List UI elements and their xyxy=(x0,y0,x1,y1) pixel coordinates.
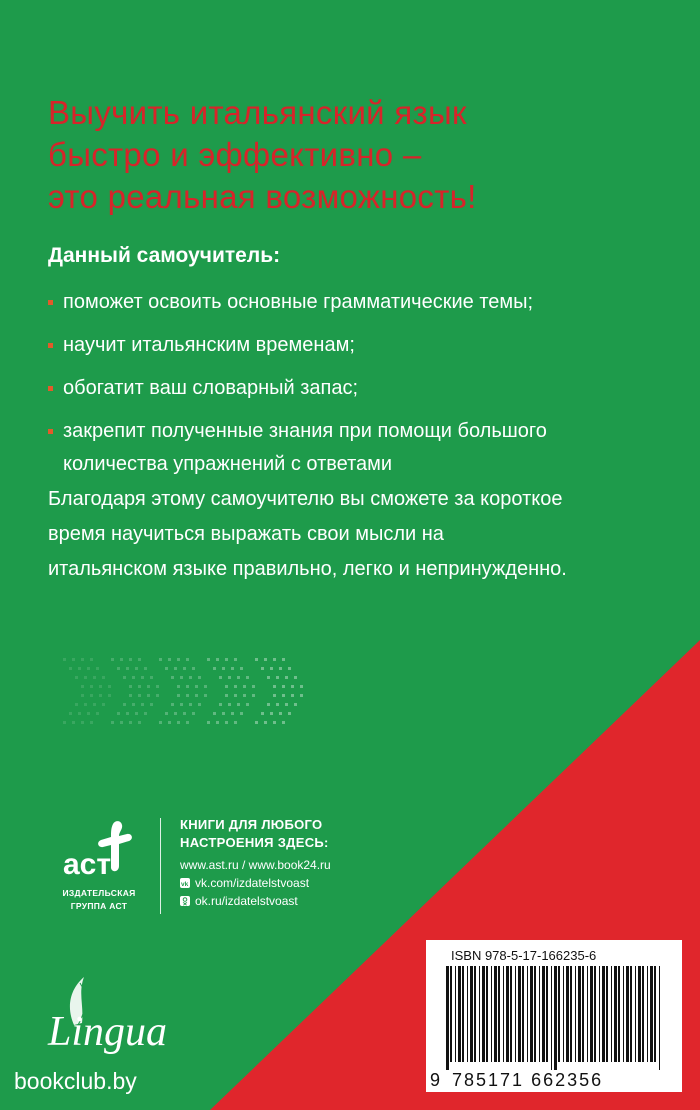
pattern-dot xyxy=(276,703,279,706)
pattern-dot xyxy=(120,658,123,661)
barcode-bar xyxy=(498,966,500,1062)
feature-item xyxy=(48,329,648,362)
bullet-icon xyxy=(48,343,53,348)
pattern-dot xyxy=(270,712,273,715)
feature-item xyxy=(48,372,648,405)
barcode-bar xyxy=(503,966,504,1062)
pattern-dot xyxy=(132,676,135,679)
pattern-dot xyxy=(81,721,84,724)
barcode-bar xyxy=(510,966,512,1062)
pattern-dot xyxy=(129,694,132,697)
barcode-bar xyxy=(599,966,600,1062)
pattern-dot xyxy=(90,685,93,688)
pattern-dot xyxy=(291,694,294,697)
pattern-dot xyxy=(135,667,138,670)
vk-icon xyxy=(180,878,190,888)
pattern-dot xyxy=(102,703,105,706)
barcode-bar xyxy=(458,966,461,1062)
pattern-dot xyxy=(300,694,303,697)
barcode-bar xyxy=(450,966,452,1062)
pattern-dot xyxy=(99,685,102,688)
pattern-dot xyxy=(204,685,207,688)
pattern-dot xyxy=(108,694,111,697)
pattern-dot xyxy=(150,676,153,679)
pattern-dot xyxy=(186,721,189,724)
pattern-dot xyxy=(147,685,150,688)
pattern-dot xyxy=(282,694,285,697)
pattern-dot xyxy=(228,703,231,706)
pattern-dot xyxy=(96,667,99,670)
pattern-dot xyxy=(117,712,120,715)
ok-icon xyxy=(180,896,190,906)
pattern-dot xyxy=(156,694,159,697)
pattern-dot xyxy=(246,703,249,706)
pattern-dot xyxy=(231,667,234,670)
barcode-bar xyxy=(522,966,524,1062)
barcode-bar xyxy=(602,966,605,1062)
pattern-dot xyxy=(129,685,132,688)
pattern-dot xyxy=(117,667,120,670)
lingua-logo xyxy=(44,975,214,1060)
pattern-dot xyxy=(198,703,201,706)
pattern-dot xyxy=(141,703,144,706)
pattern-dot xyxy=(225,658,228,661)
pattern-dot xyxy=(177,658,180,661)
pattern-dot xyxy=(261,712,264,715)
social-link-vk[interactable] xyxy=(180,874,331,892)
pattern-dot xyxy=(294,676,297,679)
pattern-dot xyxy=(216,658,219,661)
barcode xyxy=(426,940,682,1092)
pattern-dot xyxy=(159,721,162,724)
barcode-bar xyxy=(570,966,572,1062)
pattern-dot xyxy=(183,667,186,670)
pattern-dot xyxy=(168,658,171,661)
pattern-dot xyxy=(276,676,279,679)
pattern-dot xyxy=(150,703,153,706)
pattern-dot xyxy=(84,703,87,706)
pattern-dot xyxy=(72,721,75,724)
headline-line: быстро и эффективно – xyxy=(48,136,422,173)
dot-arrows-decoration xyxy=(60,652,310,732)
pattern-dot xyxy=(270,667,273,670)
pattern-dot xyxy=(99,694,102,697)
headline-line: это реальная возможность! xyxy=(48,178,477,215)
pattern-dot xyxy=(279,712,282,715)
barcode-bar xyxy=(575,966,576,1062)
pattern-dot xyxy=(129,721,132,724)
barcode-bar xyxy=(446,966,449,1070)
pattern-dot xyxy=(288,712,291,715)
pattern-dot xyxy=(213,667,216,670)
pattern-dot xyxy=(240,667,243,670)
barcode-bar xyxy=(518,966,521,1062)
barcode-bar xyxy=(554,966,557,1070)
pattern-dot xyxy=(243,694,246,697)
pattern-dot xyxy=(222,667,225,670)
barcode-bar xyxy=(551,966,552,1070)
pattern-dot xyxy=(264,721,267,724)
pattern-dot xyxy=(144,712,147,715)
pattern-dot xyxy=(78,712,81,715)
pattern-dot xyxy=(75,703,78,706)
feature-text: научит итальянским временам; xyxy=(63,334,355,356)
divider xyxy=(160,818,161,914)
pattern-dot xyxy=(159,658,162,661)
pattern-dot xyxy=(90,694,93,697)
barcode-bar xyxy=(626,966,629,1062)
pattern-dot xyxy=(228,676,231,679)
pattern-dot xyxy=(285,703,288,706)
barcode-bar xyxy=(506,966,509,1062)
pattern-dot xyxy=(246,676,249,679)
barcode-bar xyxy=(606,966,608,1062)
barcode-bar xyxy=(659,966,660,1070)
publisher-info xyxy=(180,816,331,910)
pattern-dot xyxy=(102,676,105,679)
barcode-bar xyxy=(474,966,476,1062)
pattern-dot xyxy=(174,712,177,715)
pattern-dot xyxy=(111,658,114,661)
pattern-dot xyxy=(195,694,198,697)
pattern-dot xyxy=(285,676,288,679)
pattern-dot xyxy=(186,658,189,661)
barcode-bar xyxy=(635,966,636,1062)
pattern-dot xyxy=(138,721,141,724)
pattern-dot xyxy=(69,712,72,715)
barcode-bar xyxy=(611,966,612,1062)
pattern-dot xyxy=(156,685,159,688)
pattern-dot xyxy=(126,712,129,715)
barcode-bar xyxy=(582,966,584,1062)
pattern-dot xyxy=(84,676,87,679)
pattern-dot xyxy=(237,703,240,706)
pattern-dot xyxy=(288,667,291,670)
feature-text: закрепит полученные знания при помощи большого количества упражнений с ответами xyxy=(63,420,547,475)
pattern-dot xyxy=(195,685,198,688)
barcode-bar xyxy=(587,966,588,1062)
pattern-dot xyxy=(171,703,174,706)
barcode-bar xyxy=(534,966,536,1062)
pattern-dot xyxy=(123,676,126,679)
pattern-dot xyxy=(138,658,141,661)
pattern-dot xyxy=(225,721,228,724)
pattern-dot xyxy=(231,712,234,715)
pattern-dot xyxy=(135,712,138,715)
pattern-dot xyxy=(255,658,258,661)
barcode-bar xyxy=(594,966,596,1062)
pattern-dot xyxy=(234,694,237,697)
pattern-dot xyxy=(225,694,228,697)
feature-text: обогатит ваш словарный запас; xyxy=(63,377,359,399)
pattern-dot xyxy=(75,676,78,679)
pattern-dot xyxy=(207,658,210,661)
pattern-dot xyxy=(126,667,129,670)
barcode-bar xyxy=(578,966,581,1062)
pattern-dot xyxy=(225,685,228,688)
pattern-dot xyxy=(78,667,81,670)
pattern-dot xyxy=(147,694,150,697)
barcode-first-digit: 9 xyxy=(430,1070,441,1090)
bullet-icon xyxy=(48,429,53,434)
pattern-dot xyxy=(144,667,147,670)
svg-text:vk: vk xyxy=(181,881,189,888)
pattern-dot xyxy=(273,694,276,697)
pattern-dot xyxy=(138,694,141,697)
pattern-dot xyxy=(291,685,294,688)
caption-line: ИЗДАТЕЛЬСКАЯ xyxy=(62,888,136,898)
pattern-dot xyxy=(189,676,192,679)
pattern-dot xyxy=(264,658,267,661)
barcode-bar xyxy=(623,966,624,1062)
pattern-dot xyxy=(267,703,270,706)
pattern-dot xyxy=(261,667,264,670)
pattern-dot xyxy=(219,676,222,679)
pattern-dot xyxy=(165,712,168,715)
pattern-dot xyxy=(240,712,243,715)
pattern-dot xyxy=(72,658,75,661)
pattern-dot xyxy=(180,676,183,679)
description-paragraph: Благодаря этому самоучителю вы сможете за короткое время научиться выражать свои мысли на итальянском языке правильно, легко и непринужденно. xyxy=(48,488,567,580)
barcode-bar xyxy=(470,966,473,1062)
pattern-dot xyxy=(174,667,177,670)
barcode-bar xyxy=(515,966,516,1062)
isbn-text: ISBN 978-5-17-166235-6 xyxy=(451,948,597,963)
barcode-bar xyxy=(650,966,653,1062)
pattern-dot xyxy=(279,667,282,670)
pattern-dot xyxy=(252,694,255,697)
barcode-bar xyxy=(486,966,488,1062)
pattern-dot xyxy=(282,721,285,724)
social-link-text: vk.com/izdatelstvoast xyxy=(195,876,310,890)
pattern-dot xyxy=(111,721,114,724)
feature-list xyxy=(48,286,648,491)
website-links[interactable]: www.ast.ru / www.book24.ru xyxy=(180,858,331,872)
pattern-dot xyxy=(90,721,93,724)
caption-line: ГРУППА АСТ xyxy=(70,901,128,911)
barcode-bar xyxy=(546,966,548,1062)
barcode-digits: 785171 662356 xyxy=(452,1070,604,1090)
pattern-dot xyxy=(252,685,255,688)
barcode-bars xyxy=(446,966,666,1070)
barcode-bar xyxy=(530,966,533,1062)
lingua-text: Lingua xyxy=(48,1009,168,1055)
barcode-bar xyxy=(563,966,564,1062)
pattern-dot xyxy=(177,721,180,724)
pattern-dot xyxy=(171,676,174,679)
pattern-dot xyxy=(300,685,303,688)
pattern-dot xyxy=(180,703,183,706)
social-link-ok[interactable] xyxy=(180,892,331,910)
pattern-dot xyxy=(204,694,207,697)
ast-logo-icon xyxy=(61,818,137,880)
info-heading: КНИГИ ДЛЯ ЛЮБОГО НАСТРОЕНИЯ ЗДЕСЬ: xyxy=(180,817,329,850)
pattern-dot xyxy=(192,712,195,715)
barcode-bar xyxy=(566,966,569,1062)
lingua-logo-icon xyxy=(44,975,214,1055)
feature-item xyxy=(48,415,648,481)
pattern-dot xyxy=(96,712,99,715)
pattern-dot xyxy=(282,658,285,661)
pattern-dot xyxy=(63,721,66,724)
pattern-dot xyxy=(165,667,168,670)
social-link-text: ok.ru/izdatelstvoast xyxy=(195,894,298,908)
pattern-dot xyxy=(141,676,144,679)
pattern-dot xyxy=(273,685,276,688)
pattern-dot xyxy=(255,721,258,724)
pattern-dot xyxy=(273,721,276,724)
pattern-dot xyxy=(87,712,90,715)
pattern-dot xyxy=(81,658,84,661)
feature-item xyxy=(48,286,648,319)
pattern-dot xyxy=(267,676,270,679)
pattern-dot xyxy=(234,658,237,661)
pattern-dot xyxy=(132,703,135,706)
pattern-dot xyxy=(294,703,297,706)
intro-heading: Данный самоучитель: xyxy=(48,244,281,267)
pattern-dot xyxy=(123,703,126,706)
pattern-dot xyxy=(168,721,171,724)
pattern-dot xyxy=(63,658,66,661)
headline xyxy=(48,92,477,218)
barcode-bar xyxy=(482,966,485,1062)
pattern-dot xyxy=(177,694,180,697)
barcode-bar xyxy=(630,966,632,1062)
pattern-dot xyxy=(282,685,285,688)
ast-logo-text: аст xyxy=(63,848,112,880)
pattern-dot xyxy=(183,712,186,715)
pattern-dot xyxy=(108,685,111,688)
barcode-bar xyxy=(542,966,545,1062)
pattern-dot xyxy=(129,658,132,661)
pattern-dot xyxy=(93,703,96,706)
pattern-dot xyxy=(81,685,84,688)
pattern-dot xyxy=(273,658,276,661)
barcode-bar xyxy=(455,966,456,1062)
pattern-dot xyxy=(213,712,216,715)
barcode-bar xyxy=(467,966,468,1062)
bullet-icon xyxy=(48,386,53,391)
barcode-bar xyxy=(479,966,480,1062)
barcode-bar xyxy=(527,966,528,1062)
ast-logo xyxy=(44,818,154,913)
barcode-bar xyxy=(590,966,593,1062)
pattern-dot xyxy=(222,712,225,715)
pattern-dot xyxy=(186,694,189,697)
pattern-dot xyxy=(216,721,219,724)
pattern-dot xyxy=(93,676,96,679)
barcode-bar xyxy=(618,966,620,1062)
barcode-bar xyxy=(539,966,540,1062)
pattern-dot xyxy=(177,685,180,688)
pattern-dot xyxy=(138,685,141,688)
pattern-dot xyxy=(198,676,201,679)
barcode-bar xyxy=(558,966,560,1062)
barcode-bar xyxy=(614,966,617,1062)
pattern-dot xyxy=(189,703,192,706)
pattern-dot xyxy=(120,721,123,724)
publisher-caption xyxy=(44,887,154,913)
pattern-dot xyxy=(69,667,72,670)
pattern-dot xyxy=(192,667,195,670)
pattern-dot xyxy=(81,694,84,697)
pattern-dot xyxy=(219,703,222,706)
barcode-bar xyxy=(642,966,644,1062)
pattern-dot xyxy=(234,721,237,724)
feature-text: поможет освоить основные грамматические темы; xyxy=(63,291,534,313)
barcode-bar xyxy=(647,966,648,1062)
pattern-dot xyxy=(243,685,246,688)
barcode-bar xyxy=(491,966,492,1062)
barcode-bar xyxy=(494,966,497,1062)
pattern-dot xyxy=(87,667,90,670)
bullet-icon xyxy=(48,300,53,305)
pattern-dot xyxy=(90,658,93,661)
pattern-dot xyxy=(234,685,237,688)
pattern-dot xyxy=(186,685,189,688)
barcode-bar xyxy=(462,966,464,1062)
pattern-dot xyxy=(237,676,240,679)
barcode-bar xyxy=(638,966,641,1062)
pattern-dot xyxy=(207,721,210,724)
watermark: bookclub.by xyxy=(14,1068,137,1094)
headline-line: Выучить итальянский язык xyxy=(48,94,467,131)
barcode-bar xyxy=(654,966,656,1062)
